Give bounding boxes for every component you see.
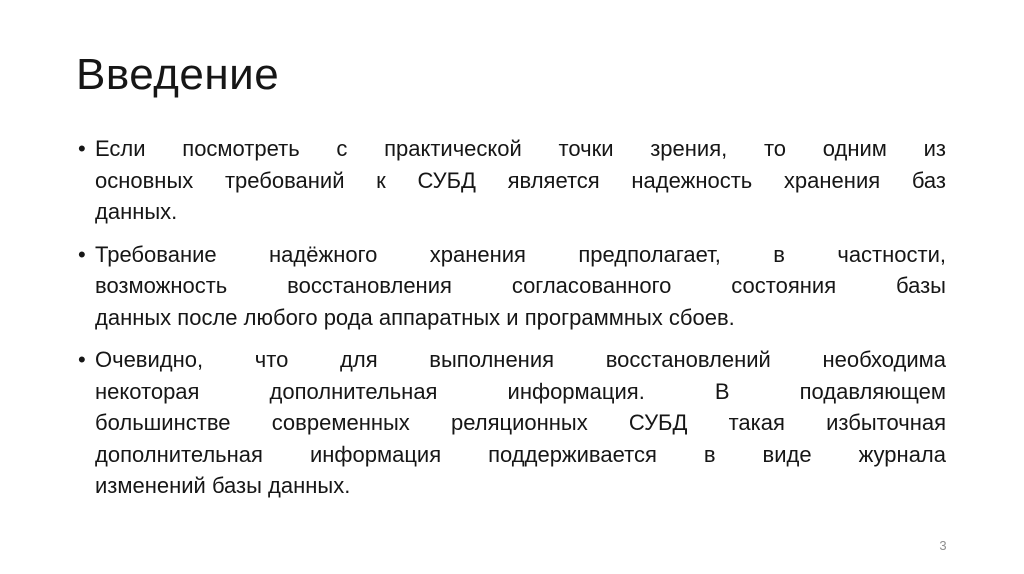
page-number: 3 bbox=[939, 538, 947, 553]
bullet-text-line: Требование надёжного хранения предполагает, в частности, bbox=[95, 241, 946, 267]
bullet-text-line: дополнительная информация поддерживается в виде журнала bbox=[95, 441, 946, 467]
bullet-text-line: данных после любого рода аппаратных и программных сбоев. bbox=[95, 304, 735, 330]
bullet-text-line: Если посмотреть с практической точки зрения, то одним из bbox=[95, 136, 946, 161]
bullet-text-line: большинстве современных реляционных СУБД такая избыточная bbox=[95, 410, 946, 435]
bullet-text-line: возможность восстановления согласованного состояния базы bbox=[95, 273, 946, 298]
slide-title: Введение bbox=[76, 50, 280, 99]
bullet-marker: • bbox=[78, 347, 86, 372]
bullet-item bbox=[78, 344, 946, 502]
bullet-text-line: изменений базы данных. bbox=[95, 473, 351, 498]
slide-body bbox=[78, 133, 946, 502]
bullet-text-line: основных требований к СУБД является надежность хранения баз bbox=[95, 167, 946, 193]
bullet-item bbox=[78, 133, 946, 228]
bullet-text-line: данных. bbox=[95, 199, 178, 224]
bullet-marker: • bbox=[78, 241, 86, 267]
bullet-text-line: некоторая дополнительная информация. В подавляющем bbox=[95, 378, 946, 404]
bullet-item bbox=[78, 239, 946, 334]
bullet-text-line: Очевидно, что для выполнения восстановлений необходима bbox=[95, 347, 946, 372]
bullet-marker: • bbox=[78, 136, 86, 161]
